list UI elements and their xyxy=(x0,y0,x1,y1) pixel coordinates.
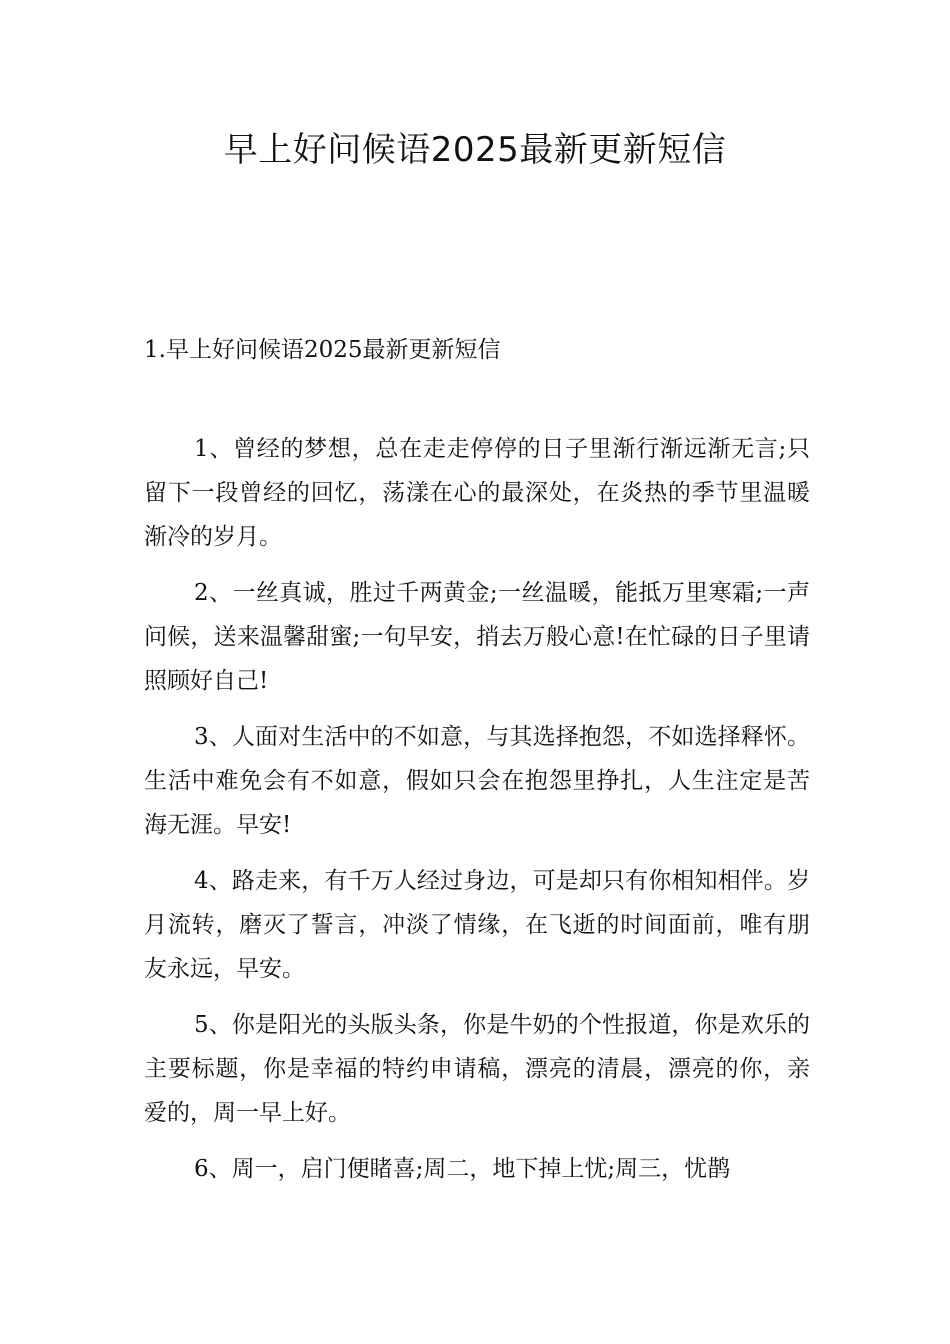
paragraph-2: 2、一丝真诚，胜过千两黄金;一丝温暖，能抵万里寒霜;一声问候，送来温馨甜蜜;一句早安，捎去万般心意!在忙碌的日子里请照顾好自己! xyxy=(144,580,810,694)
document-title: 早上好问候语2025最新更新短信 xyxy=(223,130,727,170)
paragraph-4: 4、路走来，有千万人经过身边，可是却只有你相知相伴。岁月流转，磨灭了誓言，冲淡了情缘，在飞逝的时间面前，唯有朋友永远，早安。 xyxy=(144,868,810,982)
section-heading: 1.早上好问候语2025最新更新短信 xyxy=(144,337,501,363)
document-body xyxy=(144,427,810,1203)
paragraph-3: 3、人面对生活中的不如意，与其选择抱怨，不如选择释怀。生活中难免会有不如意，假如只会在抱怨里挣扎，人生注定是苦海无涯。早安! xyxy=(144,724,810,838)
paragraph-6: 6、周一，启门便睹喜;周二，地下掉上忧;周三，忧鹊 xyxy=(194,1156,731,1182)
paragraph-5: 5、你是阳光的头版头条，你是牛奶的个性报道，你是欢乐的主要标题，你是幸福的特约申请稿，漂亮的清晨，漂亮的你，亲爱的，周一早上好。 xyxy=(144,1012,810,1126)
paragraph-1: 1、曾经的梦想，总在走走停停的日子里渐行渐远渐无言;只留下一段曾经的回忆，荡漾在心的最深处，在炎热的季节里温暖渐冷的岁月。 xyxy=(144,436,810,550)
